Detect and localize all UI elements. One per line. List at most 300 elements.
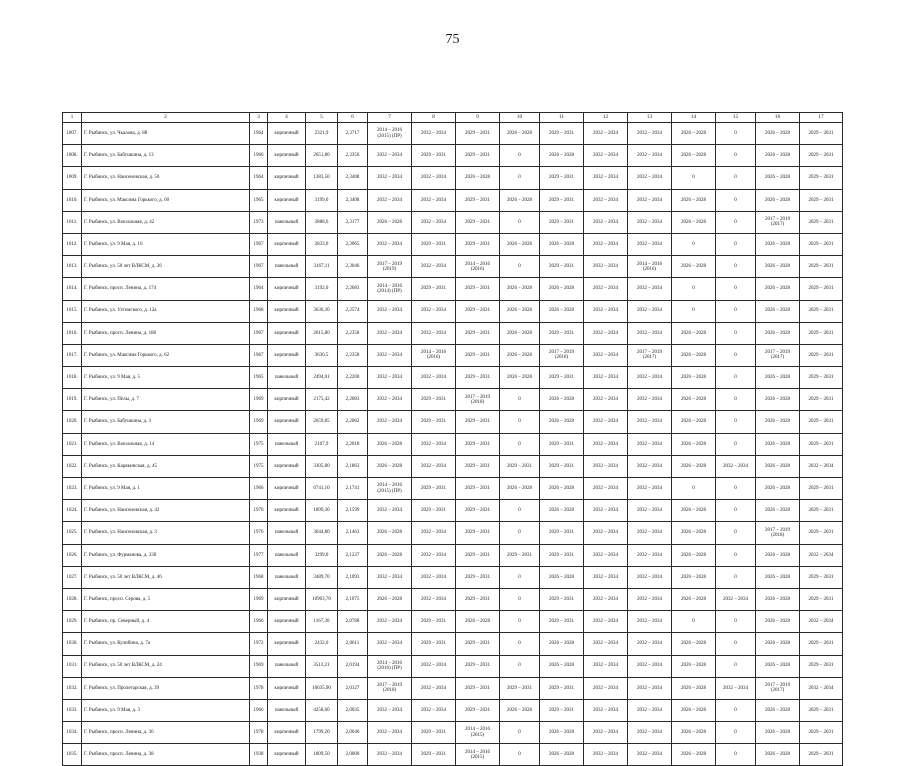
material-cell: панельный xyxy=(268,699,306,721)
period-cell: 2032 – 2034 xyxy=(584,123,628,145)
period-cell: 2029 – 2031 xyxy=(456,433,500,455)
period-cell: 0 xyxy=(672,167,716,189)
period-cell: 2032 – 2034 xyxy=(368,611,412,633)
period-cell: 2029 – 2031 xyxy=(456,145,500,167)
table-row xyxy=(63,722,843,744)
period-cell: 0 xyxy=(716,522,756,544)
period-cell: 2032 – 2034 xyxy=(584,367,628,389)
year-cell: 1938 xyxy=(250,744,268,766)
period-cell: 0 xyxy=(716,322,756,344)
period-cell: 2032 – 2034 xyxy=(584,167,628,189)
table-row xyxy=(63,123,843,145)
period-cell: 2032 – 2034 xyxy=(412,189,456,211)
period-cell: 2026 – 2028 xyxy=(368,433,412,455)
period-cell: 2026 – 2028 xyxy=(500,123,540,145)
period-cell: 2029 – 2031 xyxy=(456,278,500,300)
row-number: 1032. xyxy=(63,677,82,699)
period-cell: 0 xyxy=(500,433,540,455)
period-cell: 2026 – 2028 xyxy=(540,300,584,322)
period-cell: 2029 – 2031 xyxy=(456,478,500,500)
period-cell: 2032 – 2034 xyxy=(628,322,672,344)
period-cell: 2032 – 2034 xyxy=(584,611,628,633)
index-cell: 2,1741 xyxy=(338,478,368,500)
period-cell: 2029 – 2031 xyxy=(800,500,843,522)
period-cell: 2026 – 2028 xyxy=(756,544,800,566)
table-row xyxy=(63,478,843,500)
area-cell: 1799,20 xyxy=(306,722,338,744)
table-row xyxy=(63,389,843,411)
period-cell: 2032 – 2034 xyxy=(368,500,412,522)
period-cell: 2026 – 2028 xyxy=(540,655,584,677)
row-number: 1014. xyxy=(63,278,82,300)
period-cell: 2026 – 2028 xyxy=(672,522,716,544)
index-cell: 2,3177 xyxy=(338,211,368,233)
period-cell: 0 xyxy=(500,389,540,411)
period-cell: 2032 – 2034 xyxy=(628,278,672,300)
period-cell: 2029 – 2031 xyxy=(456,211,500,233)
page-number: 75 xyxy=(445,32,460,47)
year-cell: 1964 xyxy=(250,123,268,145)
period-cell: 2029 – 2031 xyxy=(412,611,456,633)
period-cell: 2032 – 2034 xyxy=(584,455,628,477)
period-cell: 2029 – 2031 xyxy=(456,566,500,588)
period-cell: 2032 – 2034 xyxy=(412,699,456,721)
period-cell: 2026 – 2028 xyxy=(756,189,800,211)
period-cell: 2032 – 2034 xyxy=(628,633,672,655)
period-cell: 2032 – 2034 xyxy=(412,367,456,389)
area-cell: 1167,30 xyxy=(306,611,338,633)
period-cell: 2032 – 2034 xyxy=(628,411,672,433)
period-cell: 2026 – 2028 xyxy=(756,455,800,477)
period-cell: 2026 – 2028 xyxy=(756,633,800,655)
area-cell: 2833,0 xyxy=(306,233,338,255)
row-number: 1022. xyxy=(63,455,82,477)
column-header: 6 xyxy=(338,113,368,123)
address-cell: Г. Рыбинск, ул. Максима Горького, д. 62 xyxy=(82,344,250,366)
year-cell: 1969 xyxy=(250,389,268,411)
index-cell: 2,2082 xyxy=(338,411,368,433)
column-header: 12 xyxy=(584,113,628,123)
index-cell: 2,2358 xyxy=(338,322,368,344)
material-cell: кирпичный xyxy=(268,633,306,655)
period-cell: 2029 – 2031 xyxy=(456,500,500,522)
year-cell: 1966 xyxy=(250,699,268,721)
period-cell: 2032 – 2034 xyxy=(412,256,456,278)
period-cell: 2029 – 2031 xyxy=(800,189,843,211)
period-cell: 2029 – 2031 xyxy=(540,455,584,477)
period-cell: 0 xyxy=(716,145,756,167)
column-header: 15 xyxy=(716,113,756,123)
row-number: 1018. xyxy=(63,367,82,389)
year-cell: 1970 xyxy=(250,500,268,522)
address-cell: Г. Рыбинск, ул. 50 лет ВЛКСМ, д. 24 xyxy=(82,655,250,677)
period-cell: 2029 – 2031 xyxy=(800,256,843,278)
period-cell: 2029 – 2031 xyxy=(800,300,843,322)
period-cell: 2029 – 2031 xyxy=(412,278,456,300)
material-cell: кирпичный xyxy=(268,411,306,433)
period-cell: 2029 – 2031 xyxy=(540,256,584,278)
column-header: 9 xyxy=(456,113,500,123)
address-cell: Г. Рыбинск, ул. Нансеновская, д. 50 xyxy=(82,167,250,189)
period-cell: 2032 – 2034 xyxy=(412,300,456,322)
period-cell: 2026 – 2028 xyxy=(672,389,716,411)
period-cell: 2029 – 2031 xyxy=(800,699,843,721)
period-cell: 0 xyxy=(716,744,756,766)
period-cell: 0 xyxy=(672,478,716,500)
period-cell: 2032 – 2034 xyxy=(368,566,412,588)
period-cell: 2029 – 2031 xyxy=(800,411,843,433)
material-cell: панельный xyxy=(268,655,306,677)
address-cell: Г. Рыбинск, ул. Кулибина, д. 7а xyxy=(82,633,250,655)
material-cell: кирпичный xyxy=(268,145,306,167)
period-cell: 2026 – 2028 xyxy=(672,411,716,433)
period-cell: 2029 – 2031 xyxy=(540,167,584,189)
index-cell: 2,1863 xyxy=(338,455,368,477)
period-cell: 0 xyxy=(500,145,540,167)
row-number: 1008. xyxy=(63,145,82,167)
repair-schedule-table xyxy=(62,112,843,766)
year-cell: 1967 xyxy=(250,256,268,278)
period-cell: 0 xyxy=(716,655,756,677)
index-cell: 2,0194 xyxy=(338,655,368,677)
area-cell: 3636,30 xyxy=(306,300,338,322)
address-cell: Г. Рыбинск, ул. Ухтомского, д. 12а xyxy=(82,300,250,322)
period-cell: 2032 – 2034 xyxy=(584,633,628,655)
period-cell: 2026 – 2028 xyxy=(672,722,716,744)
row-number: 1010. xyxy=(63,189,82,211)
table-row xyxy=(63,344,843,366)
period-cell: 2029 – 2031 xyxy=(456,677,500,699)
material-cell: панельный xyxy=(268,256,306,278)
period-cell: 2026 – 2028 xyxy=(672,455,716,477)
period-cell: 2032 – 2034 xyxy=(368,367,412,389)
address-cell: Г. Рыбинск, ул. Фурманова, д. 33б xyxy=(82,544,250,566)
period-cell: 2026 – 2028 xyxy=(500,699,540,721)
period-cell: 2029 – 2031 xyxy=(456,455,500,477)
period-cell: 2032 – 2034 xyxy=(628,522,672,544)
row-number: 1030. xyxy=(63,633,82,655)
period-cell: 2029 – 2031 xyxy=(800,322,843,344)
area-cell: 3192,0 xyxy=(306,278,338,300)
period-cell: 2032 – 2034 xyxy=(584,655,628,677)
period-cell: 2029 – 2031 xyxy=(500,677,540,699)
period-cell: 2029 – 2031 xyxy=(540,322,584,344)
column-header: 3 xyxy=(250,113,268,123)
row-number: 1007. xyxy=(63,123,82,145)
period-cell: 0 xyxy=(716,167,756,189)
period-cell: 2026 – 2028 xyxy=(672,744,716,766)
period-cell: 0 xyxy=(672,233,716,255)
period-cell: 2032 – 2034 xyxy=(628,655,672,677)
period-cell: 0 xyxy=(500,256,540,278)
index-cell: 2,1075 xyxy=(338,588,368,610)
period-cell: 2026 – 2028 xyxy=(672,322,716,344)
index-cell: 2,0788 xyxy=(338,611,368,633)
period-cell: 2026 – 2028 xyxy=(456,611,500,633)
period-cell: 2029 – 2031 xyxy=(800,522,843,544)
period-cell: 2026 – 2028 xyxy=(540,411,584,433)
index-cell: 2,0040 xyxy=(338,722,368,744)
period-cell: 2029 – 2031 xyxy=(456,322,500,344)
period-cell: 2017 – 2019 (2018) xyxy=(456,389,500,411)
area-cell: 3044,80 xyxy=(306,522,338,544)
material-cell: панельный xyxy=(268,544,306,566)
address-cell: Г. Рыбинск, ул. Бабушкина, д. 3 xyxy=(82,411,250,433)
material-cell: кирпичный xyxy=(268,611,306,633)
area-cell: 3167,11 xyxy=(306,256,338,278)
period-cell: 2029 – 2031 xyxy=(800,433,843,455)
period-cell: 2032 – 2034 xyxy=(412,211,456,233)
period-cell: 2032 – 2034 xyxy=(716,588,756,610)
column-header: 2 xyxy=(82,113,250,123)
address-cell: Г. Рыбинск, пр. Северный, д. 4 xyxy=(82,611,250,633)
period-cell: 0 xyxy=(716,389,756,411)
column-header: 17 xyxy=(800,113,843,123)
period-cell: 0 xyxy=(500,633,540,655)
period-cell: 2029 – 2031 xyxy=(800,566,843,588)
period-cell: 2029 – 2031 xyxy=(456,655,500,677)
table-row xyxy=(63,677,843,699)
area-cell: 6741,10 xyxy=(306,478,338,500)
period-cell: 2032 – 2034 xyxy=(584,389,628,411)
year-cell: 1975 xyxy=(250,455,268,477)
index-cell: 2,1463 xyxy=(338,522,368,544)
period-cell: 2029 – 2031 xyxy=(540,123,584,145)
column-header: 7 xyxy=(368,113,412,123)
area-cell: 2175,42 xyxy=(306,389,338,411)
period-cell: 0 xyxy=(500,744,540,766)
area-cell: 4258,60 xyxy=(306,699,338,721)
year-cell: 1969 xyxy=(250,411,268,433)
address-cell: Г. Рыбинск, ул. 9 Мая, д. 5 xyxy=(82,367,250,389)
period-cell: 2032 – 2034 xyxy=(716,455,756,477)
table-row xyxy=(63,256,843,278)
period-cell: 2029 – 2031 xyxy=(412,411,456,433)
row-number: 1024. xyxy=(63,500,82,522)
period-cell: 2032 – 2034 xyxy=(628,123,672,145)
table-row xyxy=(63,233,843,255)
table-row xyxy=(63,655,843,677)
table-row xyxy=(63,322,843,344)
period-cell: 2029 – 2031 xyxy=(456,588,500,610)
period-cell: 2026 – 2028 xyxy=(756,322,800,344)
table-row xyxy=(63,189,843,211)
period-cell: 0 xyxy=(716,189,756,211)
row-number: 1017. xyxy=(63,344,82,366)
period-cell: 2032 – 2034 xyxy=(584,722,628,744)
column-header: 5 xyxy=(306,113,338,123)
table-row xyxy=(63,433,843,455)
index-cell: 2,1599 xyxy=(338,500,368,522)
period-cell: 2026 – 2028 xyxy=(756,699,800,721)
area-cell: 2615,80 xyxy=(306,322,338,344)
year-cell: 1967 xyxy=(250,233,268,255)
year-cell: 1978 xyxy=(250,677,268,699)
table-row xyxy=(63,633,843,655)
table-row xyxy=(63,367,843,389)
period-cell: 2026 – 2028 xyxy=(368,455,412,477)
period-cell: 2032 – 2034 xyxy=(368,167,412,189)
index-cell: 2,2018 xyxy=(338,433,368,455)
period-cell: 2032 – 2034 xyxy=(412,167,456,189)
period-cell: 2032 – 2034 xyxy=(584,344,628,366)
period-cell: 2014 – 2016 (2015) (ПР) xyxy=(368,123,412,145)
period-cell: 2032 – 2034 xyxy=(628,677,672,699)
period-cell: 2026 – 2028 xyxy=(368,522,412,544)
period-cell: 2029 – 2031 xyxy=(456,367,500,389)
period-cell: 2026 – 2028 xyxy=(672,211,716,233)
period-cell: 2032 – 2034 xyxy=(628,611,672,633)
area-cell: 1899,30 xyxy=(306,500,338,522)
period-cell: 2029 – 2031 xyxy=(800,123,843,145)
period-cell: 2029 – 2031 xyxy=(456,233,500,255)
area-cell: 3513,21 xyxy=(306,655,338,677)
period-cell: 2026 – 2028 xyxy=(756,566,800,588)
period-cell: 2026 – 2028 xyxy=(500,344,540,366)
period-cell: 2026 – 2028 xyxy=(672,699,716,721)
period-cell: 2017 – 2019 (2017) xyxy=(756,677,800,699)
period-cell: 0 xyxy=(672,611,716,633)
year-cell: 1972 xyxy=(250,633,268,655)
period-cell: 2026 – 2028 xyxy=(672,566,716,588)
period-cell: 2032 – 2034 xyxy=(628,389,672,411)
area-cell: 3199,0 xyxy=(306,189,338,211)
period-cell: 2026 – 2028 xyxy=(500,367,540,389)
column-header: 1 xyxy=(63,113,82,123)
area-cell: 2432,0 xyxy=(306,633,338,655)
period-cell: 2029 – 2031 xyxy=(456,344,500,366)
period-cell: 2032 – 2034 xyxy=(368,722,412,744)
row-number: 1009. xyxy=(63,167,82,189)
period-cell: 2032 – 2034 xyxy=(368,344,412,366)
period-cell: 2032 – 2034 xyxy=(368,189,412,211)
period-cell: 2032 – 2034 xyxy=(368,744,412,766)
period-cell: 2026 – 2028 xyxy=(756,500,800,522)
period-cell: 2032 – 2034 xyxy=(584,500,628,522)
row-number: 1020. xyxy=(63,411,82,433)
period-cell: 2029 – 2031 xyxy=(540,367,584,389)
period-cell: 2032 – 2034 xyxy=(628,433,672,455)
period-cell: 2014 – 2016 (2016) xyxy=(412,344,456,366)
year-cell: 1964 xyxy=(250,167,268,189)
material-cell: кирпичный xyxy=(268,167,306,189)
period-cell: 2029 – 2031 xyxy=(412,722,456,744)
period-cell: 2032 – 2034 xyxy=(628,699,672,721)
period-cell: 2029 – 2031 xyxy=(800,167,843,189)
period-cell: 2026 – 2028 xyxy=(672,677,716,699)
period-cell: 0 xyxy=(716,722,756,744)
period-cell: 2032 – 2034 xyxy=(584,478,628,500)
area-cell: 2167,9 xyxy=(306,433,338,455)
table-row xyxy=(63,300,843,322)
area-cell: 1383,50 xyxy=(306,167,338,189)
period-cell: 2032 – 2034 xyxy=(628,566,672,588)
period-cell: 2029 – 2031 xyxy=(800,633,843,655)
area-cell: 2494,01 xyxy=(306,367,338,389)
period-cell: 0 xyxy=(500,411,540,433)
period-cell: 2026 – 2028 xyxy=(540,389,584,411)
period-cell: 2017 – 2019 (2018) xyxy=(540,344,584,366)
period-cell: 2026 – 2028 xyxy=(756,478,800,500)
period-cell: 2032 – 2034 xyxy=(584,145,628,167)
address-cell: Г. Рыбинск, ул. 50 лет ВЛКСМ, д. 46 xyxy=(82,566,250,588)
period-cell: 2032 – 2034 xyxy=(584,677,628,699)
table-row xyxy=(63,500,843,522)
period-cell: 2026 – 2028 xyxy=(500,300,540,322)
period-cell: 0 xyxy=(500,500,540,522)
row-number: 1012. xyxy=(63,233,82,255)
year-cell: 1964 xyxy=(250,278,268,300)
period-cell: 0 xyxy=(500,522,540,544)
period-cell: 2032 – 2034 xyxy=(628,367,672,389)
index-cell: 2,3065 xyxy=(338,233,368,255)
period-cell: 2029 – 2031 xyxy=(456,699,500,721)
period-cell: 0 xyxy=(716,699,756,721)
table-row xyxy=(63,566,843,588)
address-cell: Г. Рыбинск, ул. Вокзальная, д. 14 xyxy=(82,433,250,455)
period-cell: 2026 – 2028 xyxy=(500,233,540,255)
area-cell: 2321,9 xyxy=(306,123,338,145)
table-row xyxy=(63,699,843,721)
row-number: 1029. xyxy=(63,611,82,633)
area-cell: 3305,80 xyxy=(306,455,338,477)
period-cell: 2032 – 2034 xyxy=(412,433,456,455)
year-cell: 1968 xyxy=(250,566,268,588)
area-cell: 3299,0 xyxy=(306,544,338,566)
index-cell: 2,0127 xyxy=(338,677,368,699)
address-cell: Г. Рыбинск, ул. Пёлы, д. 7 xyxy=(82,389,250,411)
period-cell: 2032 – 2034 xyxy=(368,233,412,255)
period-cell: 2032 – 2034 xyxy=(584,211,628,233)
period-cell: 2032 – 2034 xyxy=(584,699,628,721)
period-cell: 2026 – 2028 xyxy=(540,633,584,655)
period-cell: 2026 – 2028 xyxy=(672,655,716,677)
period-cell: 2032 – 2034 xyxy=(584,278,628,300)
period-cell: 0 xyxy=(716,233,756,255)
period-cell: 2032 – 2034 xyxy=(584,433,628,455)
index-cell: 2,0035 xyxy=(338,699,368,721)
material-cell: кирпичный xyxy=(268,233,306,255)
period-cell: 2014 – 2016 (2015) xyxy=(456,722,500,744)
period-cell: 2026 – 2028 xyxy=(540,233,584,255)
address-cell: Г. Рыбинск, ул. Пролетарская, д. 39 xyxy=(82,677,250,699)
period-cell: 2014 – 2016 (2016) xyxy=(456,256,500,278)
period-cell: 2029 – 2031 xyxy=(540,211,584,233)
period-cell: 2029 – 2031 xyxy=(540,544,584,566)
period-cell: 0 xyxy=(716,611,756,633)
period-cell: 2032 – 2034 xyxy=(628,544,672,566)
period-cell: 2029 – 2031 xyxy=(800,655,843,677)
row-number: 1031. xyxy=(63,655,82,677)
table-row xyxy=(63,167,843,189)
area-cell: 3888,6 xyxy=(306,211,338,233)
period-cell: 2032 – 2034 xyxy=(412,588,456,610)
material-cell: кирпичный xyxy=(268,189,306,211)
period-cell: 0 xyxy=(716,256,756,278)
period-cell: 2032 – 2034 xyxy=(584,322,628,344)
address-cell: Г. Рыбинск, ул. Нансеновская, д. 42 xyxy=(82,500,250,522)
address-cell: Г. Рыбинск, ул. Нансеновская, д. 3 xyxy=(82,522,250,544)
period-cell: 2026 – 2028 xyxy=(756,744,800,766)
index-cell: 2,3046 xyxy=(338,256,368,278)
period-cell: 2029 – 2031 xyxy=(540,588,584,610)
period-cell: 2029 – 2031 xyxy=(456,522,500,544)
period-cell: 2029 – 2031 xyxy=(800,588,843,610)
period-cell: 2032 – 2034 xyxy=(412,123,456,145)
period-cell: 2026 – 2028 xyxy=(500,478,540,500)
period-cell: 2032 – 2034 xyxy=(584,522,628,544)
period-cell: 2032 – 2034 xyxy=(800,544,843,566)
